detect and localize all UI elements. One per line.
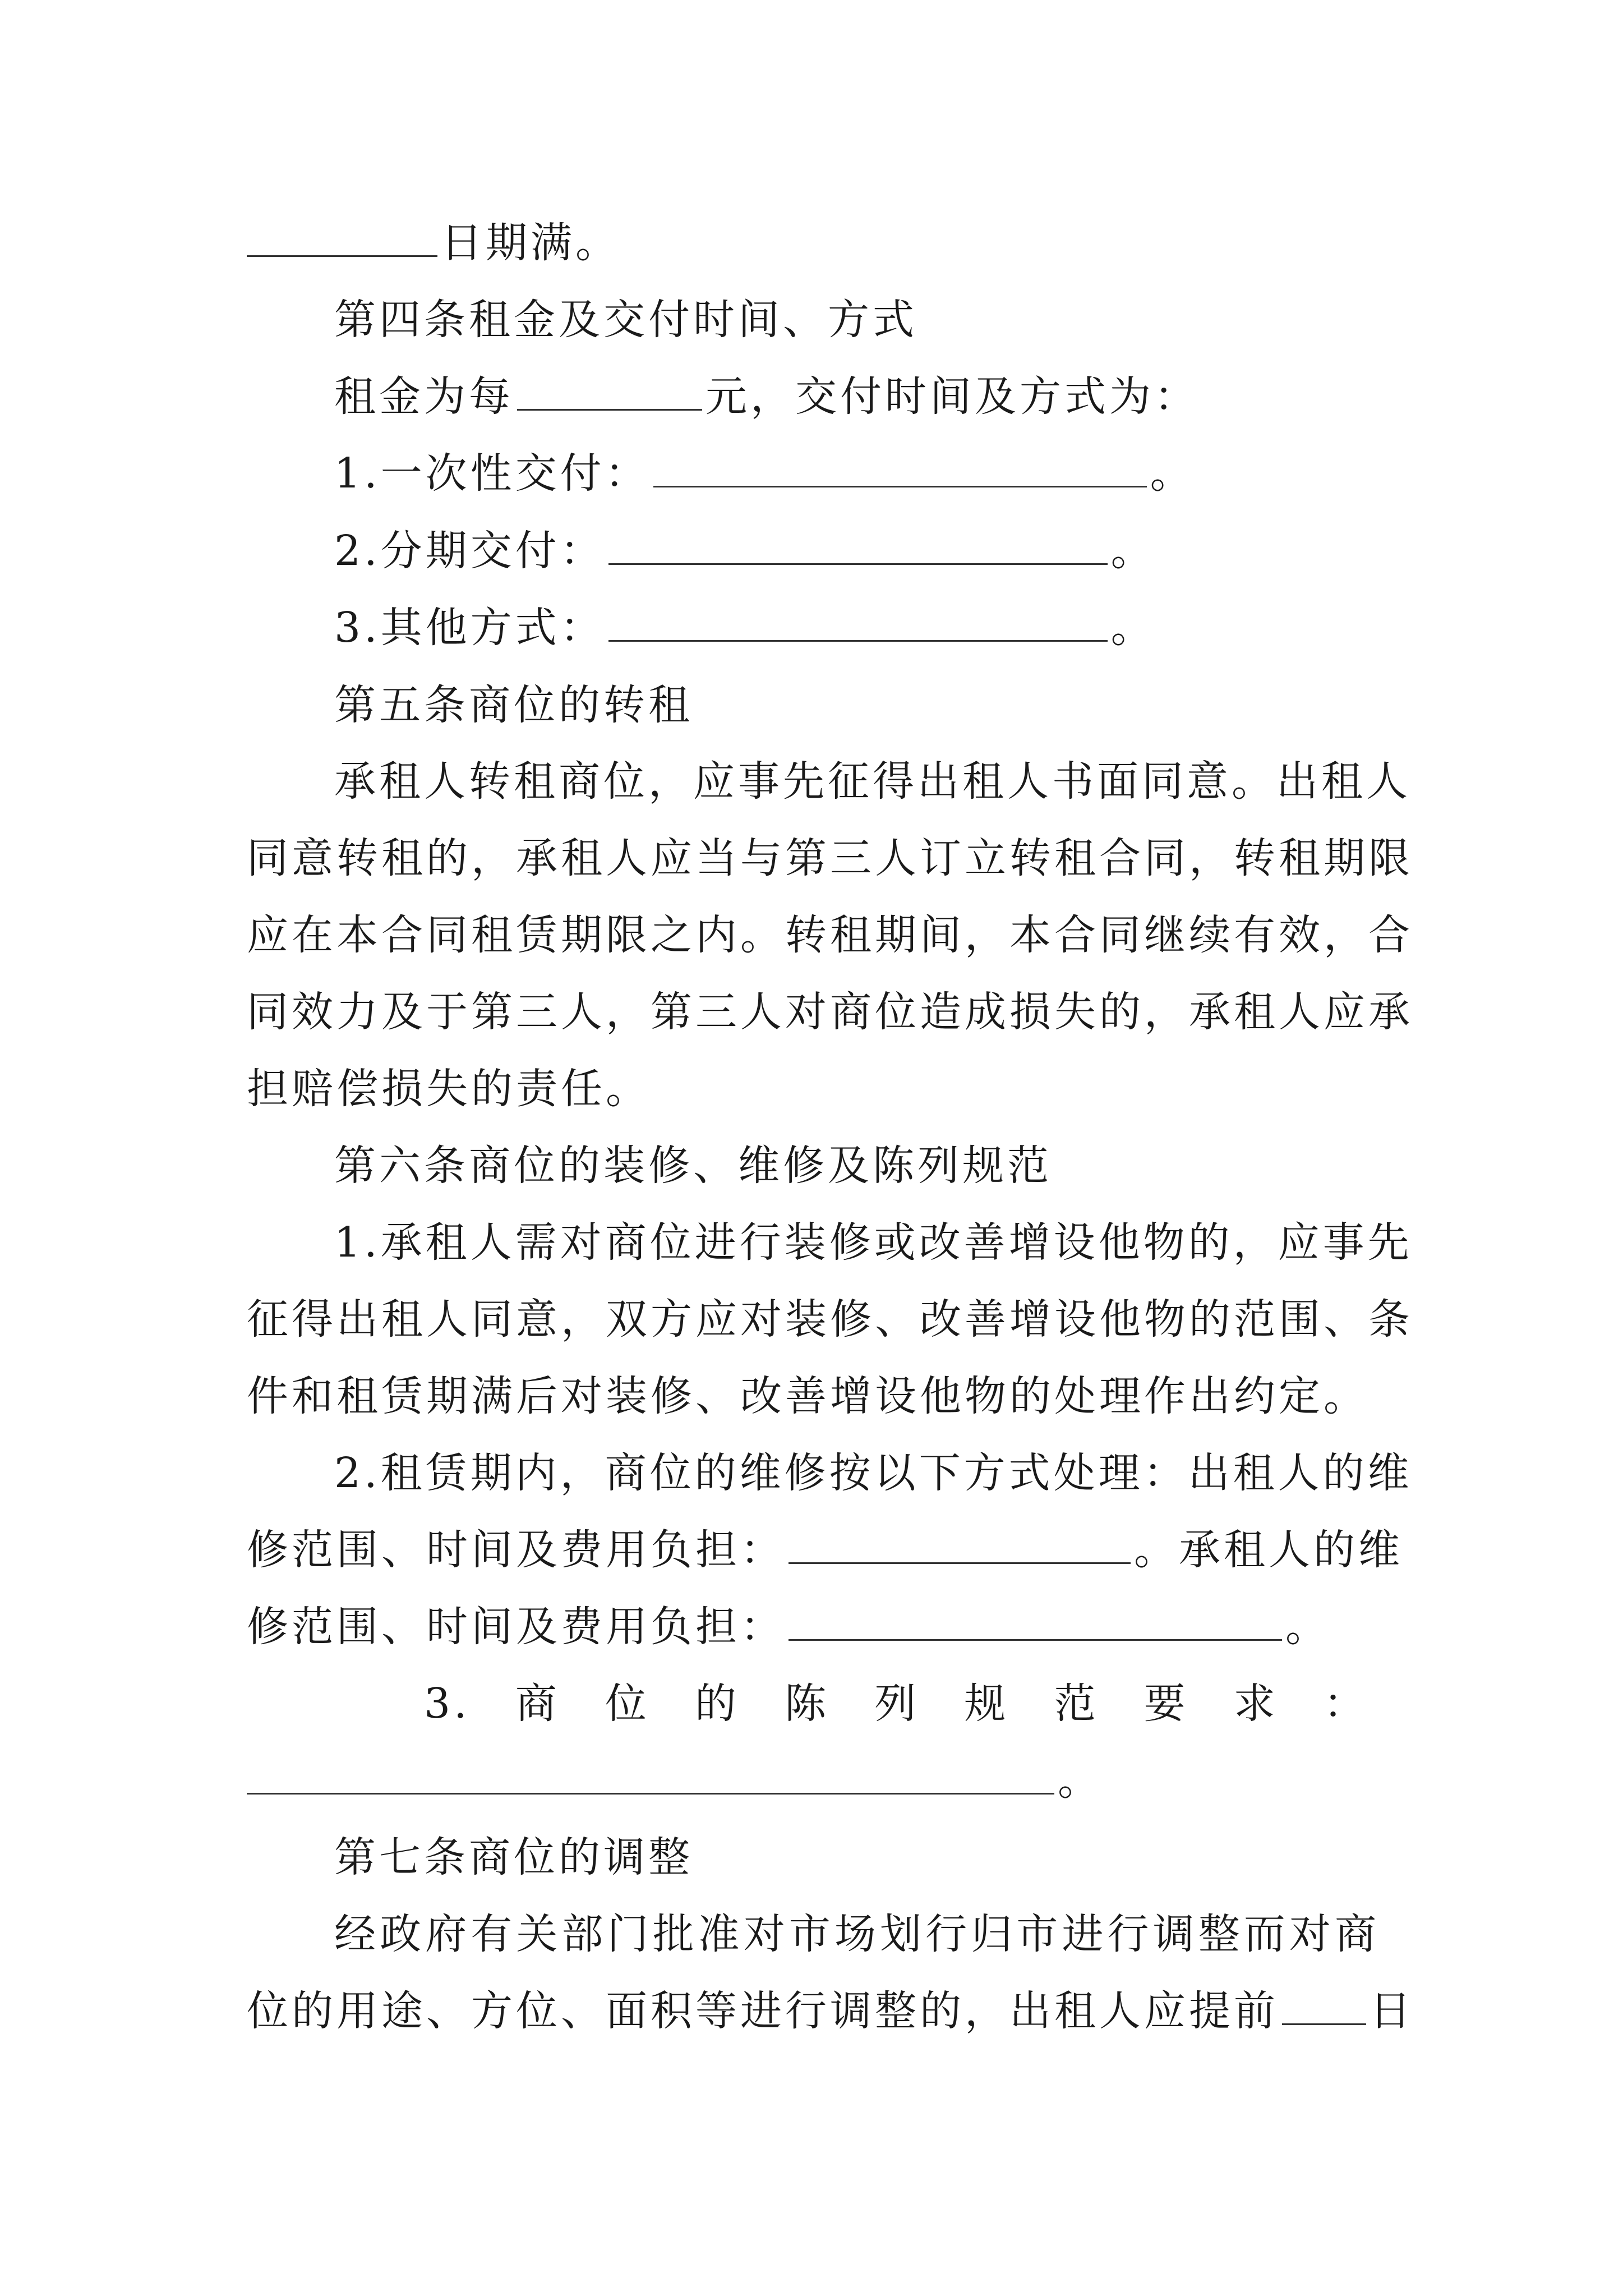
text-segment: 求 [1233, 1680, 1279, 1728]
paragraph-line: 2.租赁期内，商位的维修按以下方式处理：出租人的维 [334, 1449, 1413, 1497]
text-line [247, 212, 1380, 274]
text-segment: 的 [694, 1680, 740, 1728]
paragraph-line: 同效力及于第三人，第三人对商位造成损失的，承租人应承 [247, 988, 1413, 1036]
text-line [334, 443, 1380, 504]
fill-in-blank [608, 605, 1108, 642]
text-segment: 商 [515, 1680, 560, 1728]
heading-text: 第四条租金及交付时间、方式 [334, 296, 917, 344]
section-heading-4 [334, 289, 1380, 351]
fill-in-blank [247, 220, 437, 257]
text-segment: 。 [1110, 527, 1156, 575]
text-line [247, 1519, 1403, 1581]
paragraph-line: 应在本合同租赁期限之内。转租期间，本合同继续有效，合 [247, 911, 1413, 959]
text-segment: 陈 [785, 1680, 830, 1728]
text-segment: 要 [1144, 1680, 1189, 1728]
section-heading-7 [334, 1826, 1380, 1888]
text-segment: 列 [874, 1680, 920, 1728]
text-segment: ： [1323, 1680, 1368, 1728]
text-segment: 2.分期交付： [334, 527, 605, 575]
text-segment: 规 [964, 1680, 1009, 1728]
text-segment: 3. [424, 1680, 471, 1728]
section-heading-5 [334, 674, 1380, 736]
fill-in-blank [247, 1758, 1054, 1795]
paragraph-line: 1.承租人需对商位进行装修或改善增设他物的，应事先 [334, 1218, 1413, 1267]
text-segment: 修范围、时间及费用负担： [247, 1603, 785, 1651]
text-segment: 3.其他方式： [334, 604, 605, 652]
paragraph-line: 同意转租的，承租人应当与第三人订立转租合同，转租期限 [247, 834, 1413, 882]
text-segment: 修范围、时间及费用负担： [247, 1526, 785, 1574]
fill-in-blank [789, 1604, 1282, 1641]
text-line [247, 1980, 1414, 2042]
text-line [247, 1596, 1380, 1658]
heading-text: 第五条商位的转租 [334, 681, 693, 729]
paragraph-line: 承租人转租商位，应事先征得出租人书面同意。出租人 [334, 757, 1411, 806]
text-line [247, 1750, 1380, 1811]
text-segment: 位 [605, 1680, 650, 1728]
paragraph-line: 件和租赁期满后对装修、改善增设他物的处理作出约定。 [247, 1372, 1368, 1420]
section-heading-6 [334, 1135, 1380, 1197]
text-segment: 。 [1110, 604, 1156, 652]
text-segment: 。 [1058, 1756, 1103, 1805]
paragraph-line: 担赔偿损失的责任。 [247, 1065, 651, 1113]
text-segment: 范 [1054, 1680, 1099, 1728]
paragraph-line: 征得出租人同意，双方应对装修、改善增设他物的范围、条 [247, 1295, 1413, 1343]
text-line [334, 520, 1380, 582]
spread-text-line [424, 1673, 1380, 1734]
text-segment: 日期满。 [441, 219, 620, 267]
fill-in-blank [1282, 1989, 1366, 2025]
paragraph-line: 经政府有关部门批准对市场划行归市进行调整而对商 [334, 1910, 1380, 1958]
text-segment: 1.一次性交付： [334, 449, 650, 498]
text-line [334, 366, 1380, 427]
text-line [334, 597, 1380, 659]
fill-in-blank [789, 1527, 1131, 1564]
heading-text: 第六条商位的装修、维修及陈列规范 [334, 1142, 1052, 1190]
text-segment: 日 [1370, 1987, 1414, 2035]
text-segment: 。 [1150, 449, 1195, 498]
fill-in-blank [653, 451, 1147, 487]
text-segment: 位的用途、方位、面积等进行调整的，出租人应提前 [247, 1987, 1279, 2035]
fill-in-blank [608, 528, 1108, 565]
text-segment: 租金为每 [334, 372, 514, 421]
text-segment: 。 [1285, 1603, 1330, 1651]
fill-in-blank [517, 374, 702, 411]
text-segment: 元，交付时间及方式为： [706, 372, 1199, 421]
heading-text: 第七条商位的调整 [334, 1833, 693, 1881]
text-segment: 。承租人的维 [1134, 1526, 1403, 1574]
